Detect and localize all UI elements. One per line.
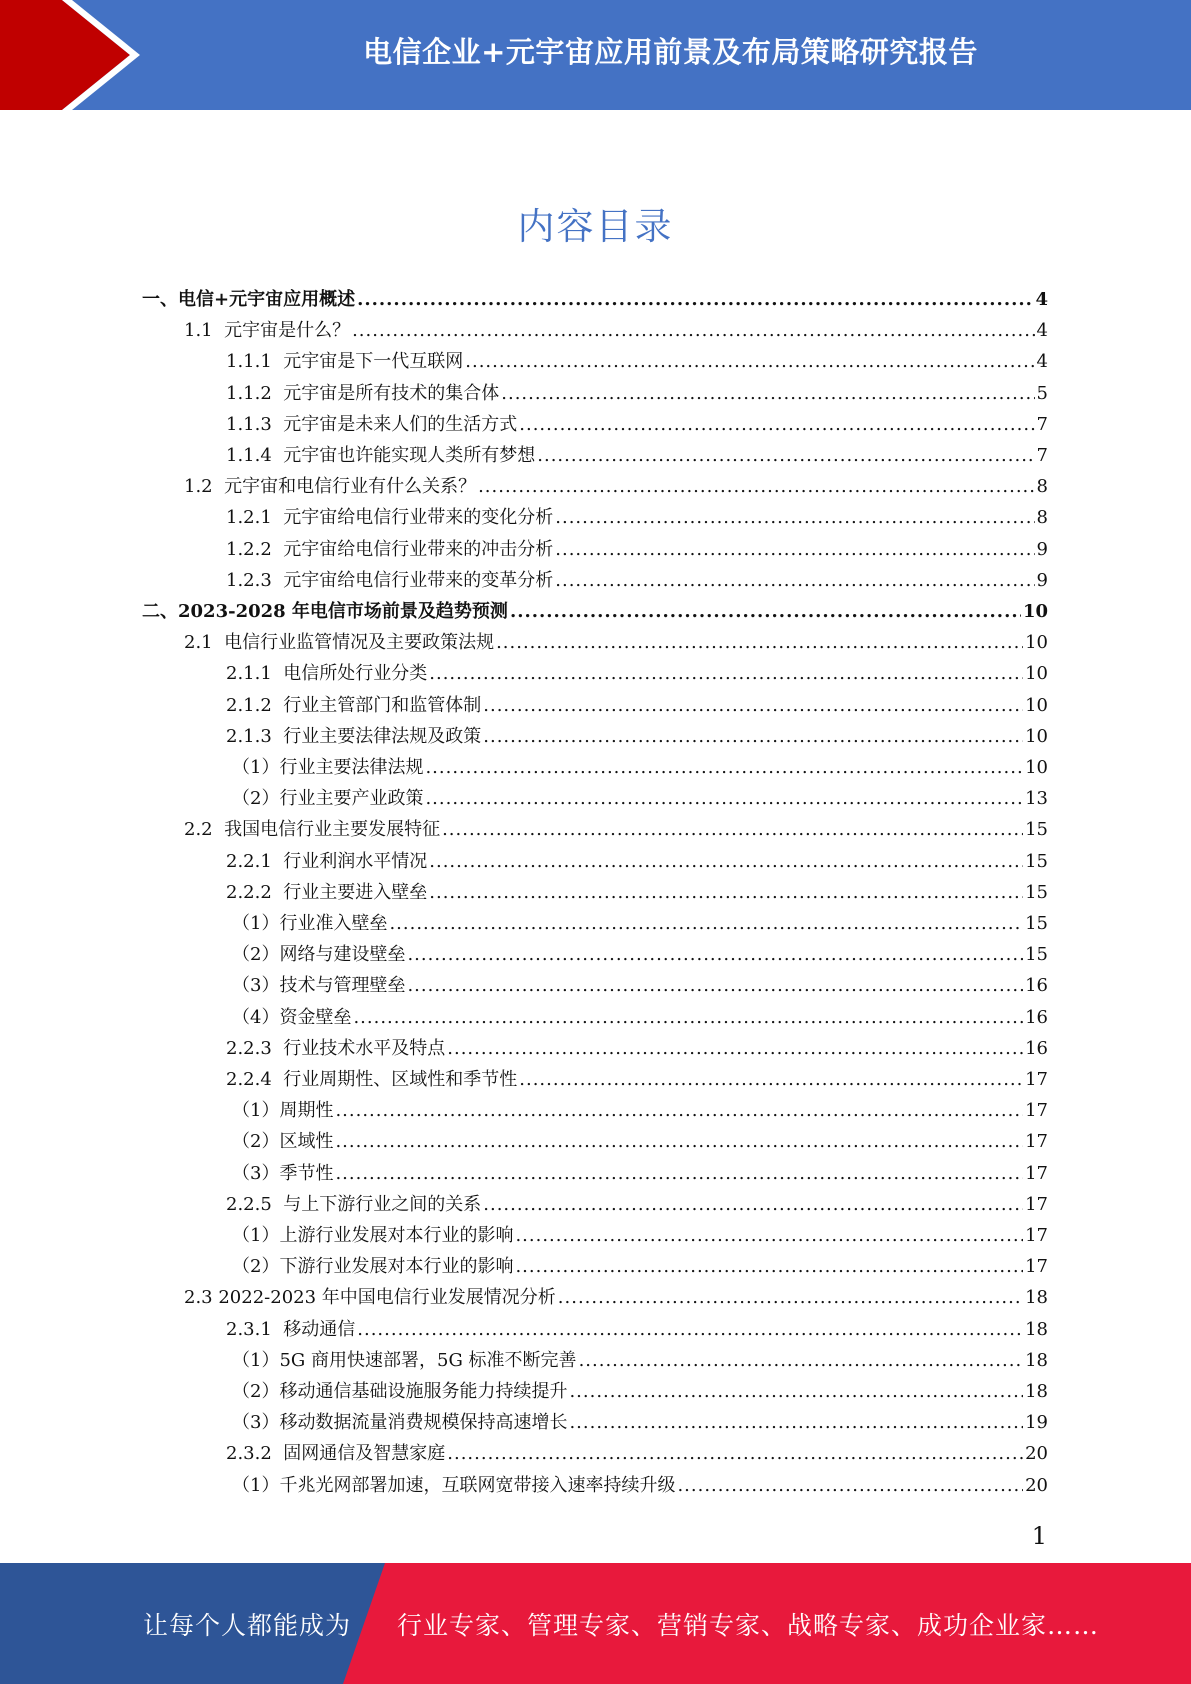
toc-entry[interactable] [226, 440, 1048, 471]
toc-entry-page: 17 [1025, 1256, 1048, 1277]
toc-entry-page: 20 [1025, 1443, 1048, 1464]
toc-entry-page: 10 [1025, 726, 1048, 747]
toc-dot-leader [357, 1314, 1023, 1345]
toc-entry-page: 10 [1022, 601, 1048, 622]
toc-entry-page: 15 [1025, 944, 1048, 965]
toc-entry-label: 2.2.5 与上下游行业之间的关系 [226, 1194, 482, 1215]
toc-entry-page: 8 [1036, 476, 1048, 497]
toc-dot-leader [677, 1470, 1023, 1501]
toc-dot-leader [429, 877, 1023, 908]
toc-entry-page: 15 [1025, 882, 1048, 903]
toc-dot-leader [555, 534, 1034, 565]
toc-entry-label: 2.2.1 行业利润水平情况 [226, 851, 428, 872]
toc-dot-leader [558, 1282, 1023, 1313]
toc-entry[interactable] [232, 1126, 1048, 1157]
toc-entry-page: 7 [1036, 445, 1048, 466]
toc-dot-leader [496, 627, 1023, 658]
toc-entry[interactable] [226, 1438, 1048, 1469]
toc-dot-leader [407, 939, 1023, 970]
toc-entry-label: （2）下游行业发展对本行业的影响 [232, 1256, 514, 1277]
toc-entry-page: 17 [1025, 1100, 1048, 1121]
toc-entry-label: （2）网络与建设壁垒 [232, 944, 406, 965]
toc-entry-label: （3）季节性 [232, 1163, 334, 1184]
toc-dot-leader [515, 1220, 1023, 1251]
toc-dot-leader [357, 284, 1033, 315]
toc-entry-page: 16 [1025, 1007, 1048, 1028]
toc-dot-leader [442, 814, 1023, 845]
toc-entry-label: （2）移动通信基础设施服务能力持续提升 [232, 1381, 568, 1402]
toc-entry-page: 17 [1025, 1163, 1048, 1184]
toc-title: 内容目录 [517, 205, 674, 248]
toc-entry-page: 7 [1036, 414, 1048, 435]
toc-entry-label: 1.2.1 元宇宙给电信行业带来的变化分析 [226, 507, 554, 528]
toc-dot-leader [447, 1033, 1023, 1064]
toc-entry-page: 17 [1025, 1069, 1048, 1090]
toc-dot-leader [483, 721, 1023, 752]
toc-entry-label: 1.1.3 元宇宙是未来人们的生活方式 [226, 414, 518, 435]
toc-dot-leader [569, 1407, 1023, 1438]
toc-entry[interactable] [226, 1064, 1048, 1095]
toc-entry[interactable] [226, 1314, 1048, 1345]
toc-entry-label: 2.3 2022-2023 年中国电信行业发展情况分析 [184, 1287, 556, 1308]
toc-entry-page: 10 [1025, 757, 1048, 778]
toc-entry-label: （3）移动数据流量消费规模保持高速增长 [232, 1412, 568, 1433]
toc-entry-page: 17 [1025, 1225, 1048, 1246]
toc-entry-label: （4）资金壁垒 [232, 1007, 352, 1028]
toc-entry-page: 4 [1036, 351, 1048, 372]
toc-entry-label: （1）上游行业发展对本行业的影响 [232, 1225, 514, 1246]
toc-entry-label: （1）周期性 [232, 1100, 334, 1121]
toc-entry-label: 1.2.2 元宇宙给电信行业带来的冲击分析 [226, 539, 554, 560]
toc-entry[interactable] [184, 627, 1048, 658]
toc-entry[interactable] [226, 846, 1048, 877]
header-banner [0, 0, 1191, 110]
toc-entry-label: 一、电信+元宇宙应用概述 [142, 289, 356, 310]
toc-entry-label: 2.1.3 行业主要法律法规及政策 [226, 726, 482, 747]
toc-dot-leader [389, 908, 1023, 939]
toc-entry[interactable] [142, 596, 1048, 627]
toc-entry-page: 4 [1036, 320, 1048, 341]
toc-dot-leader [335, 1095, 1023, 1126]
toc-entry[interactable] [232, 1345, 1048, 1376]
toc-entry-page: 4 [1035, 289, 1048, 310]
toc-entry-page: 20 [1025, 1475, 1048, 1496]
toc-entry-page: 13 [1025, 788, 1048, 809]
toc-entry[interactable] [232, 1251, 1048, 1282]
toc-dot-leader [555, 502, 1034, 533]
toc-dot-leader [478, 471, 1034, 502]
toc-entry-page: 9 [1036, 539, 1048, 560]
toc-entry[interactable] [232, 752, 1048, 783]
toc-entry-label: 2.1 电信行业监管情况及主要政策法规 [184, 632, 495, 653]
toc-entry-page: 17 [1025, 1131, 1048, 1152]
toc-entry-page: 10 [1025, 695, 1048, 716]
page-number: 1 [1031, 1522, 1047, 1550]
toc-entry[interactable] [232, 1002, 1048, 1033]
toc-entry-page: 17 [1025, 1194, 1048, 1215]
toc-entry-label: （1）千兆光网部署加速，互联网宽带接入速率持续升级 [232, 1475, 676, 1496]
toc-dot-leader [425, 783, 1023, 814]
toc-entry[interactable] [226, 409, 1048, 440]
header-chevron-icon [0, 0, 160, 110]
toc-entry[interactable] [184, 814, 1048, 845]
toc-entry-page: 18 [1025, 1287, 1048, 1308]
toc-dot-leader [555, 565, 1034, 596]
toc-entry[interactable] [226, 690, 1048, 721]
toc-dot-leader [447, 1438, 1023, 1469]
toc-entry[interactable] [226, 565, 1048, 596]
toc-entry[interactable] [226, 1189, 1048, 1220]
toc-entry[interactable] [232, 1220, 1048, 1251]
toc-entry[interactable] [142, 284, 1048, 315]
toc-entry-label: 2.2 我国电信行业主要发展特征 [184, 819, 441, 840]
toc-entry-page: 10 [1025, 663, 1048, 684]
toc-entry-label: 2.1.2 行业主管部门和监管体制 [226, 695, 482, 716]
toc-entry-label: （2）区域性 [232, 1131, 334, 1152]
toc-dot-leader [483, 1189, 1023, 1220]
toc-entry-label: 2.3.1 移动通信 [226, 1319, 356, 1340]
toc-entry-label: （2）行业主要产业政策 [232, 788, 424, 809]
toc-entry-label: 二、2023-2028 年电信市场前景及趋势预测 [142, 601, 508, 622]
toc-dot-leader [429, 658, 1023, 689]
toc-entry[interactable] [232, 939, 1048, 970]
toc-entry-page: 18 [1025, 1319, 1048, 1340]
toc-dot-leader [407, 970, 1023, 1001]
toc-entry[interactable] [226, 721, 1048, 752]
toc-entry-page: 10 [1025, 632, 1048, 653]
toc-entry-label: 1.1.1 元宇宙是下一代互联网 [226, 351, 464, 372]
toc-entry[interactable] [226, 378, 1048, 409]
footer-slogan-right: 行业专家、管理专家、营销专家、战略专家、成功企业家…… [397, 1610, 1100, 1640]
toc-entry[interactable] [226, 658, 1048, 689]
toc-entry-label: （1）行业主要法律法规 [232, 757, 424, 778]
toc-entry-label: （3）技术与管理壁垒 [232, 975, 406, 996]
toc-entry-page: 8 [1036, 507, 1048, 528]
toc-entry[interactable] [226, 1033, 1048, 1064]
toc-dot-leader [501, 378, 1034, 409]
toc-entry-label: 2.2.3 行业技术水平及特点 [226, 1038, 446, 1059]
toc-dot-leader [483, 690, 1023, 721]
toc-entry[interactable] [232, 1407, 1048, 1438]
footer-slogan-left: 让每个人都能成为 [143, 1610, 352, 1640]
toc-entry-page: 18 [1025, 1381, 1048, 1402]
toc-entry[interactable] [184, 1282, 1048, 1313]
toc-entry[interactable] [184, 471, 1048, 502]
toc-entry-page: 18 [1025, 1350, 1048, 1371]
toc-entry-page: 19 [1025, 1412, 1048, 1433]
toc-dot-leader [353, 1002, 1023, 1033]
toc-entry-label: 2.2.2 行业主要进入壁垒 [226, 882, 428, 903]
toc-dot-leader [352, 315, 1034, 346]
toc-entry-label: 1.1 元宇宙是什么？ [184, 320, 351, 341]
toc-dot-leader [519, 1064, 1023, 1095]
toc-entry-label: （1）5G 商用快速部署，5G 标准不断完善 [232, 1350, 577, 1371]
toc-entry-label: 1.1.2 元宇宙是所有技术的集合体 [226, 383, 500, 404]
toc-dot-leader [465, 346, 1034, 377]
toc-entry-page: 9 [1036, 570, 1048, 591]
toc-entry[interactable] [232, 1470, 1048, 1501]
toc-entry[interactable] [226, 877, 1048, 908]
toc-dot-leader [429, 846, 1023, 877]
toc-entry[interactable] [226, 534, 1048, 565]
report-title: 电信企业+元宇宙应用前景及布局策略研究报告 [363, 34, 978, 69]
footer-banner [0, 1563, 1191, 1684]
toc-dot-leader [510, 596, 1021, 627]
toc-entry[interactable] [232, 1095, 1048, 1126]
toc-dot-leader [335, 1126, 1023, 1157]
toc-dot-leader [425, 752, 1023, 783]
toc-entry-page: 15 [1025, 819, 1048, 840]
toc-entry-page: 5 [1036, 383, 1048, 404]
toc-entry-label: 1.2 元宇宙和电信行业有什么关系？ [184, 476, 477, 497]
toc-dot-leader [569, 1376, 1023, 1407]
toc-entry-page: 15 [1025, 913, 1048, 934]
toc-entry-page: 16 [1025, 1038, 1048, 1059]
toc-entry-label: 2.2.4 行业周期性、区域性和季节性 [226, 1069, 518, 1090]
toc-entry-page: 16 [1025, 975, 1048, 996]
toc-dot-leader [579, 1345, 1024, 1376]
toc-entry-label: （1）行业准入壁垒 [232, 913, 388, 934]
toc-entry-label: 1.2.3 元宇宙给电信行业带来的变革分析 [226, 570, 554, 591]
toc-entry-label: 1.1.4 元宇宙也许能实现人类所有梦想 [226, 445, 536, 466]
toc-dot-leader [537, 440, 1034, 471]
toc-dot-leader [335, 1158, 1023, 1189]
toc-entry-label: 2.1.1 电信所处行业分类 [226, 663, 428, 684]
toc-entry[interactable] [232, 1158, 1048, 1189]
toc-dot-leader [515, 1251, 1023, 1282]
toc-entry[interactable] [226, 502, 1048, 533]
toc-entry[interactable] [232, 783, 1048, 814]
toc-entry[interactable] [184, 315, 1048, 346]
toc-entry-label: 2.3.2 固网通信及智慧家庭 [226, 1443, 446, 1464]
toc-entry[interactable] [232, 908, 1048, 939]
toc-entry[interactable] [232, 970, 1048, 1001]
toc-entry[interactable] [232, 1376, 1048, 1407]
toc-entry-page: 15 [1025, 851, 1048, 872]
toc-entry[interactable] [226, 346, 1048, 377]
toc-dot-leader [519, 409, 1034, 440]
